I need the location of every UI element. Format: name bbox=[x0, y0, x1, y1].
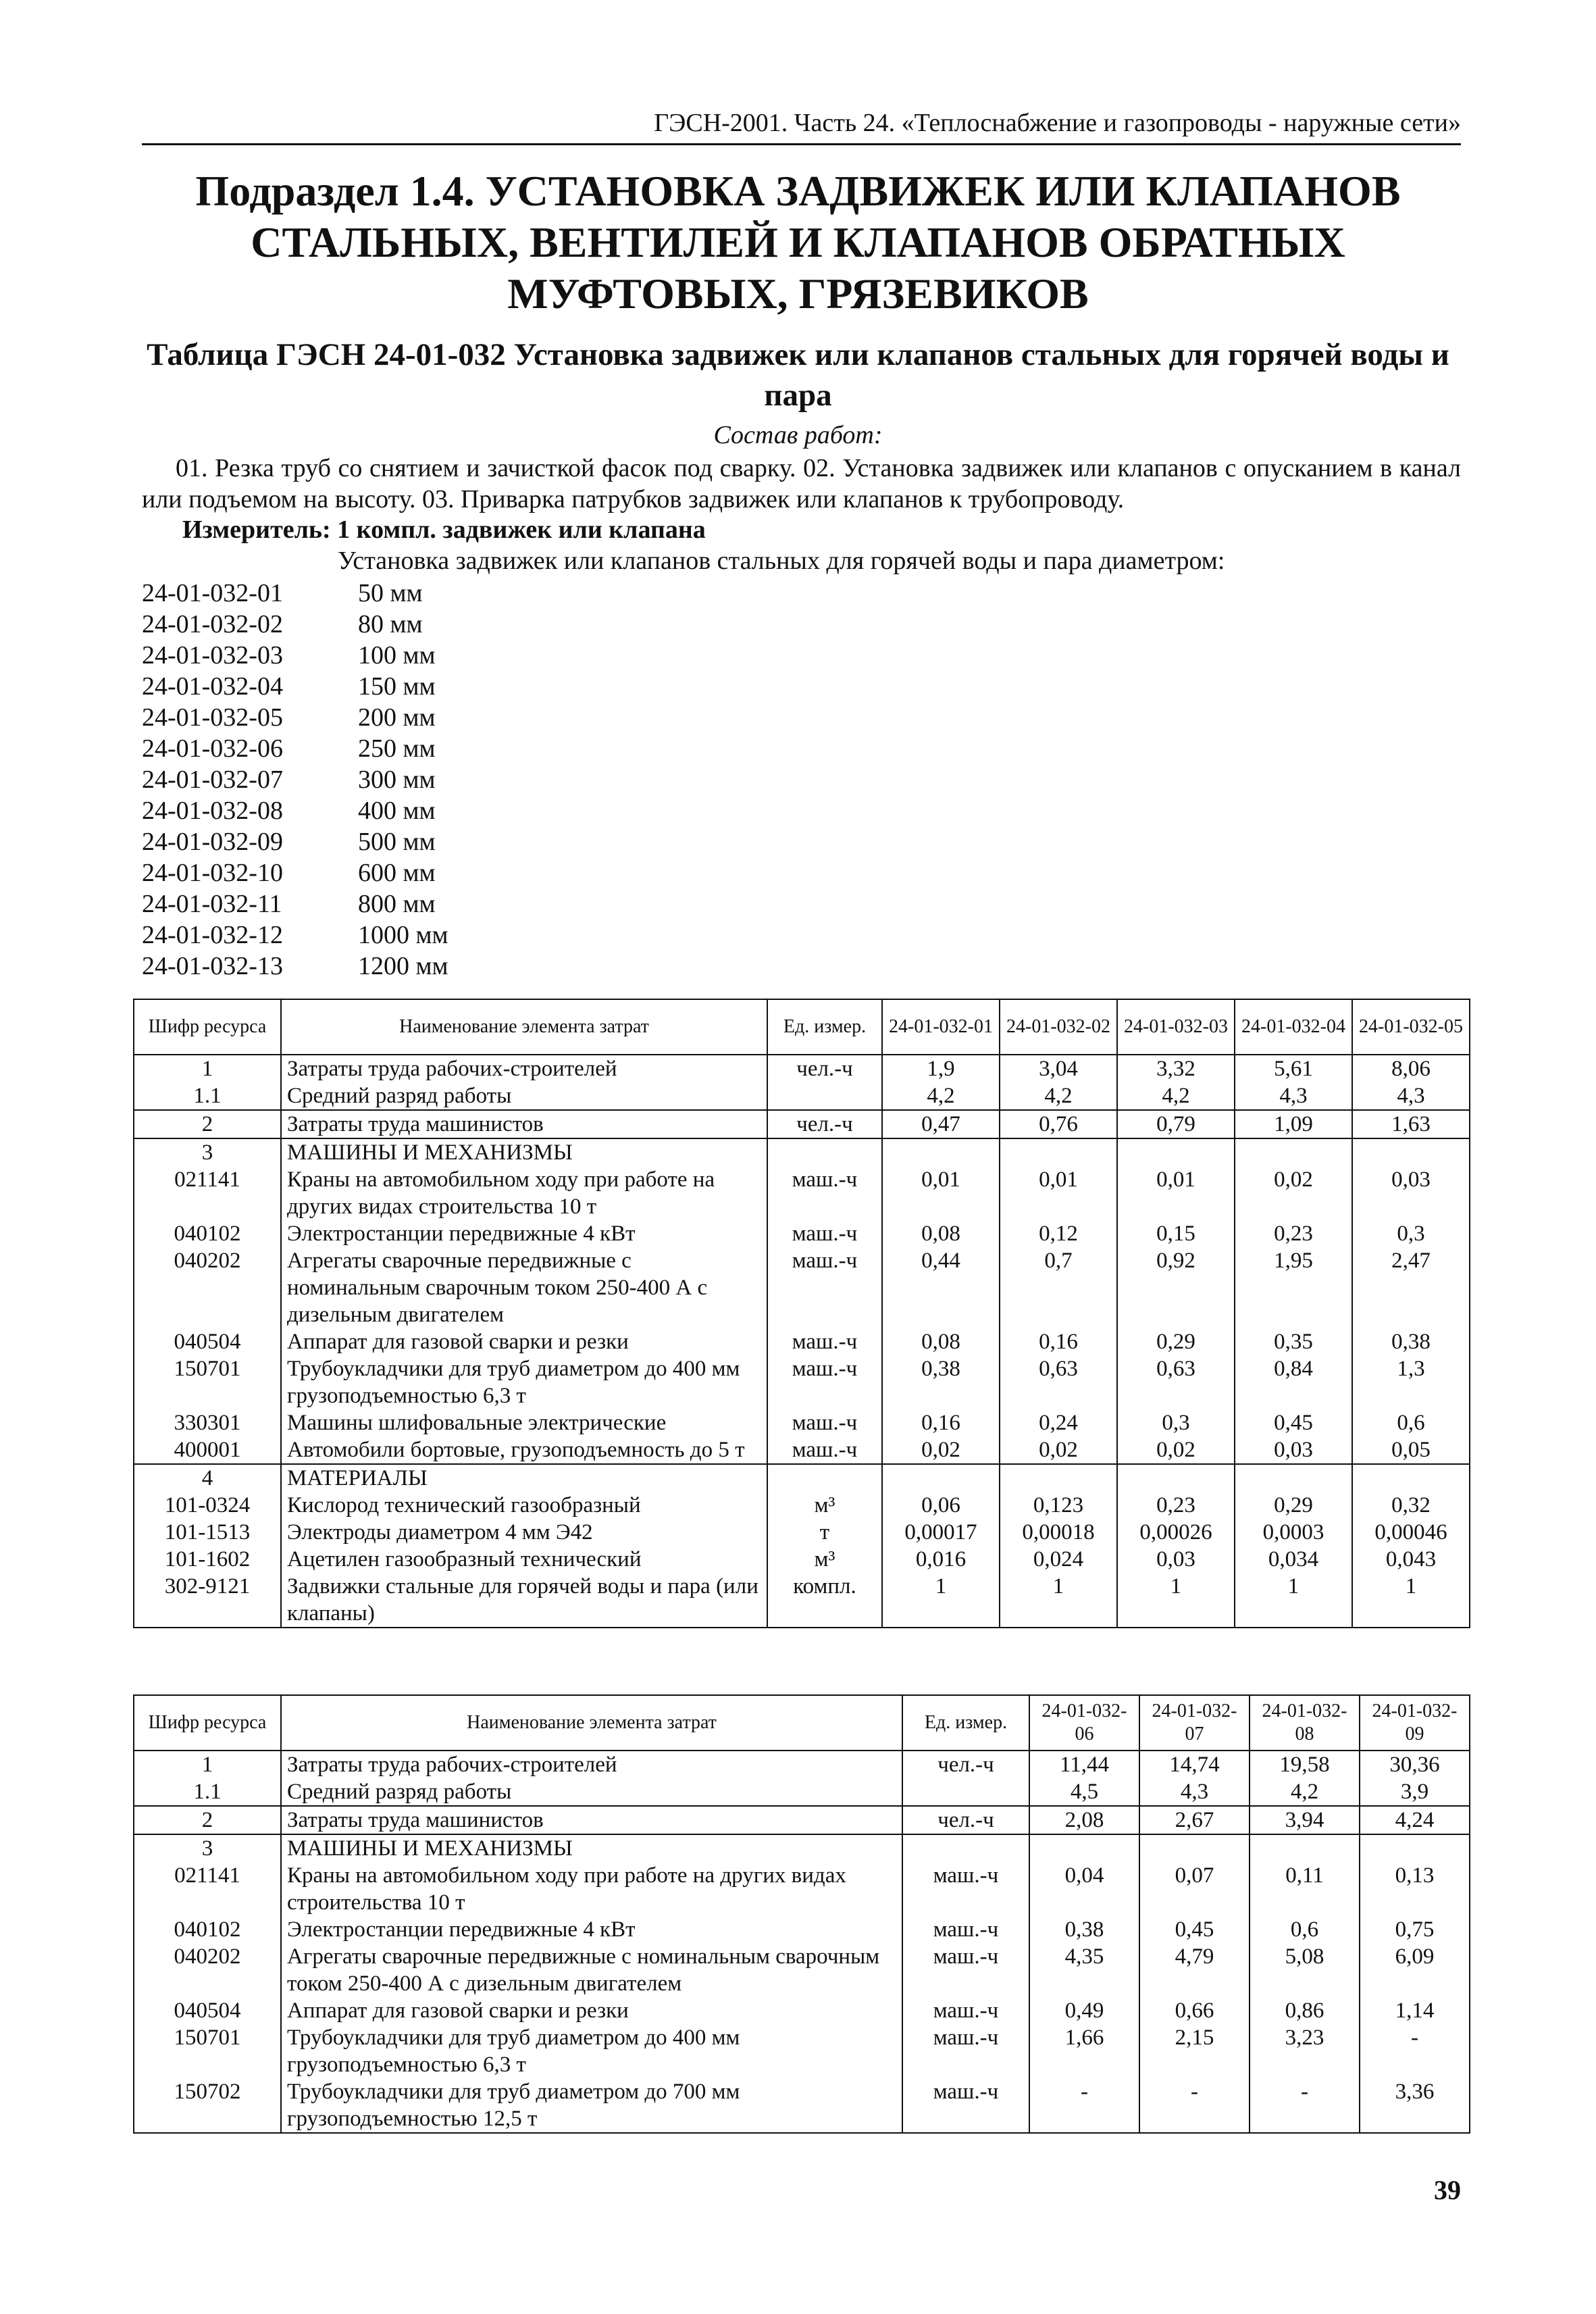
variant-size: 200 мм bbox=[358, 703, 436, 732]
value-cell: 0,16 bbox=[1000, 1328, 1117, 1355]
table-header-row bbox=[134, 1695, 1470, 1751]
cost-element-name: МАТЕРИАЛЫ bbox=[281, 1464, 767, 1492]
variant-size: 400 мм bbox=[358, 797, 436, 825]
cost-element-name: Кислород технический газообразный bbox=[281, 1492, 767, 1519]
value-cell: 0,29 bbox=[1117, 1328, 1235, 1355]
table-row bbox=[134, 1464, 1470, 1492]
value-cell: 3,9 bbox=[1360, 1778, 1470, 1806]
cost-element-name: Электроды диаметром 4 мм Э42 bbox=[281, 1519, 767, 1546]
unit-cell: чел.-ч bbox=[902, 1806, 1029, 1834]
table-row bbox=[134, 1997, 1470, 2024]
cost-element-name: Ацетилен газообразный технический bbox=[281, 1546, 767, 1573]
unit-cell bbox=[902, 1778, 1029, 1806]
variant-code: 24-01-032-07 bbox=[142, 765, 283, 794]
cost-table-2 bbox=[133, 1694, 1470, 2134]
variants-caption: Установка задвижек или клапанов стальных для горячей воды и пара диаметром: bbox=[338, 547, 1225, 575]
resource-code: 040102 bbox=[134, 1220, 281, 1247]
variant-code: 24-01-032-01 bbox=[142, 579, 283, 607]
value-cell: 3,94 bbox=[1250, 1806, 1360, 1834]
unit-cell: маш.-ч bbox=[767, 1220, 882, 1247]
value-cell: 30,36 bbox=[1360, 1751, 1470, 1778]
value-cell: 0,76 bbox=[1000, 1110, 1117, 1138]
variant-code: 24-01-032-06 bbox=[142, 734, 283, 763]
variant-row bbox=[142, 640, 448, 671]
variant-row bbox=[142, 702, 448, 733]
value-cell: 1 bbox=[1235, 1573, 1352, 1628]
value-cell: 0,32 bbox=[1352, 1492, 1470, 1519]
value-cell: 0,03 bbox=[1117, 1546, 1235, 1573]
cost-element-name: Затраты труда рабочих-строителей bbox=[281, 1055, 767, 1082]
resource-code: 101-0324 bbox=[134, 1492, 281, 1519]
value-cell: 0,45 bbox=[1139, 1916, 1250, 1943]
value-cell: 1,66 bbox=[1029, 2024, 1139, 2078]
value-cell: 0,38 bbox=[882, 1355, 1000, 1409]
variant-row bbox=[142, 733, 448, 764]
value-cell: 0,02 bbox=[882, 1436, 1000, 1464]
resource-code: 101-1602 bbox=[134, 1546, 281, 1573]
resource-code: 1.1 bbox=[134, 1082, 281, 1110]
resource-code: 150702 bbox=[134, 2078, 281, 2133]
table-row bbox=[134, 1082, 1470, 1110]
resource-code: 1 bbox=[134, 1055, 281, 1082]
value-cell: 2,08 bbox=[1029, 1806, 1139, 1834]
value-cell: 0,29 bbox=[1235, 1492, 1352, 1519]
value-cell bbox=[1029, 1834, 1139, 1862]
value-cell bbox=[1235, 1464, 1352, 1492]
value-cell: 4,2 bbox=[1250, 1778, 1360, 1806]
value-cell: 5,08 bbox=[1250, 1943, 1360, 1997]
resource-code: 040102 bbox=[134, 1916, 281, 1943]
cost-element-name: Средний разряд работы bbox=[281, 1082, 767, 1110]
value-cell: 0,01 bbox=[1000, 1166, 1117, 1220]
resource-code: 1 bbox=[134, 1751, 281, 1778]
cost-element-name: Машины шлифовальные электрические bbox=[281, 1409, 767, 1436]
cost-element-name: Электростанции передвижные 4 кВт bbox=[281, 1916, 902, 1943]
unit-cell: маш.-ч bbox=[902, 1943, 1029, 1997]
resource-code: 2 bbox=[134, 1806, 281, 1834]
resource-code: 040504 bbox=[134, 1997, 281, 2024]
variant-row bbox=[142, 951, 448, 982]
value-cell bbox=[1139, 1834, 1250, 1862]
cost-element-name: Автомобили бортовые, грузоподъемность до 5 т bbox=[281, 1436, 767, 1464]
value-cell: 0,86 bbox=[1250, 1997, 1360, 2024]
value-cell: 4,35 bbox=[1029, 1943, 1139, 1997]
value-cell: 0,00046 bbox=[1352, 1519, 1470, 1546]
value-cell bbox=[1117, 1464, 1235, 1492]
resource-code: 302-9121 bbox=[134, 1573, 281, 1628]
value-cell bbox=[1235, 1138, 1352, 1166]
value-cell: 0,38 bbox=[1352, 1328, 1470, 1355]
measure-unit: Измеритель: 1 компл. задвижек или клапана bbox=[182, 515, 706, 544]
value-cell bbox=[1352, 1138, 1470, 1166]
variant-size: 250 мм bbox=[358, 734, 436, 763]
value-cell: 4,3 bbox=[1235, 1082, 1352, 1110]
variant-code: 24-01-032-10 bbox=[142, 859, 283, 887]
value-cell: 1 bbox=[1000, 1573, 1117, 1628]
cost-element-name: Краны на автомобильном ходу при работе на других видах строительства 10 т bbox=[281, 1862, 902, 1916]
value-cell: 0,05 bbox=[1352, 1436, 1470, 1464]
value-cell: 1 bbox=[1117, 1573, 1235, 1628]
value-cell: 0,35 bbox=[1235, 1328, 1352, 1355]
unit-cell: т bbox=[767, 1519, 882, 1546]
table-row bbox=[134, 1110, 1470, 1138]
variant-list bbox=[142, 578, 448, 982]
value-cell: 6,09 bbox=[1360, 1943, 1470, 1997]
cost-element-name: Электростанции передвижные 4 кВт bbox=[281, 1220, 767, 1247]
value-cell: 0,024 bbox=[1000, 1546, 1117, 1573]
table-row bbox=[134, 1138, 1470, 1166]
value-cell: 4,2 bbox=[1000, 1082, 1117, 1110]
value-cell bbox=[1000, 1464, 1117, 1492]
value-cell: 0,38 bbox=[1029, 1916, 1139, 1943]
value-cell: 0,08 bbox=[882, 1328, 1000, 1355]
value-cell: 19,58 bbox=[1250, 1751, 1360, 1778]
variant-size: 50 мм bbox=[358, 579, 423, 607]
column-header: 24-01-032-09 bbox=[1360, 1695, 1470, 1751]
value-cell: 1,9 bbox=[882, 1055, 1000, 1082]
value-cell: 0,13 bbox=[1360, 1862, 1470, 1916]
value-cell: 4,3 bbox=[1352, 1082, 1470, 1110]
variant-row bbox=[142, 857, 448, 888]
value-cell: 3,04 bbox=[1000, 1055, 1117, 1082]
unit-cell: м³ bbox=[767, 1546, 882, 1573]
value-cell: 0,66 bbox=[1139, 1997, 1250, 2024]
resource-code: 150701 bbox=[134, 2024, 281, 2078]
value-cell: 5,61 bbox=[1235, 1055, 1352, 1082]
variant-row bbox=[142, 795, 448, 826]
column-header: Шифр ресурса bbox=[134, 1695, 281, 1751]
value-cell: 0,123 bbox=[1000, 1492, 1117, 1519]
unit-cell bbox=[767, 1138, 882, 1166]
variant-row bbox=[142, 920, 448, 951]
value-cell: 0,08 bbox=[882, 1220, 1000, 1247]
table-row bbox=[134, 1355, 1470, 1409]
variant-code: 24-01-032-03 bbox=[142, 641, 283, 670]
column-header: Наименование элемента затрат bbox=[281, 999, 767, 1055]
variant-code: 24-01-032-02 bbox=[142, 610, 283, 638]
cost-element-name: Агрегаты сварочные передвижные с номинальным сварочным током 250-400 А с дизельным двигателем bbox=[281, 1247, 767, 1328]
resource-code: 3 bbox=[134, 1834, 281, 1862]
value-cell: 0,16 bbox=[882, 1409, 1000, 1436]
section-title: Подраздел 1.4. УСТАНОВКА ЗАДВИЖЕК ИЛИ КЛАПАНОВ СТАЛЬНЫХ, ВЕНТИЛЕЙ И КЛАПАНОВ ОБРАТНЫХ МУФТОВЫХ, ГРЯЗЕВИКОВ bbox=[195, 167, 1401, 318]
value-cell bbox=[882, 1464, 1000, 1492]
value-cell: 0,23 bbox=[1117, 1492, 1235, 1519]
table-row bbox=[134, 2078, 1470, 2133]
variant-row bbox=[142, 578, 448, 609]
value-cell: 3,36 bbox=[1360, 2078, 1470, 2133]
value-cell: 3,32 bbox=[1117, 1055, 1235, 1082]
value-cell: 4,2 bbox=[1117, 1082, 1235, 1110]
variant-size: 300 мм bbox=[358, 765, 436, 794]
variant-code: 24-01-032-13 bbox=[142, 952, 283, 980]
column-header: 24-01-032-06 bbox=[1029, 1695, 1139, 1751]
work-composition-text: 01. Резка труб со снятием и зачисткой фасок под сварку. 02. Установка задвижек или клапанов с опусканием в канал или подъемом на высоту. 03. Приварка патрубков задвижек или клапанов к трубопроводу. bbox=[142, 454, 1461, 513]
value-cell: 0,79 bbox=[1117, 1110, 1235, 1138]
unit-cell bbox=[767, 1082, 882, 1110]
variant-size: 1000 мм bbox=[358, 921, 448, 949]
value-cell: 0,03 bbox=[1235, 1436, 1352, 1464]
resource-code: 021141 bbox=[134, 1166, 281, 1220]
value-cell: 0,06 bbox=[882, 1492, 1000, 1519]
table-row bbox=[134, 1751, 1470, 1778]
value-cell bbox=[1117, 1138, 1235, 1166]
resource-code: 040202 bbox=[134, 1943, 281, 1997]
value-cell: 0,016 bbox=[882, 1546, 1000, 1573]
value-cell: 0,92 bbox=[1117, 1247, 1235, 1328]
value-cell: 0,3 bbox=[1117, 1409, 1235, 1436]
cost-element-name: МАШИНЫ И МЕХАНИЗМЫ bbox=[281, 1834, 902, 1862]
value-cell: 0,63 bbox=[1117, 1355, 1235, 1409]
value-cell: 0,84 bbox=[1235, 1355, 1352, 1409]
column-header: 24-01-032-07 bbox=[1139, 1695, 1250, 1751]
value-cell bbox=[1250, 1834, 1360, 1862]
value-cell: - bbox=[1250, 2078, 1360, 2133]
cost-element-name: Задвижки стальные для горячей воды и пара (или клапаны) bbox=[281, 1573, 767, 1628]
unit-cell: маш.-ч bbox=[767, 1166, 882, 1220]
unit-cell: маш.-ч bbox=[902, 1862, 1029, 1916]
variant-size: 800 мм bbox=[358, 890, 436, 918]
unit-cell: маш.-ч bbox=[902, 1997, 1029, 2024]
resource-code: 3 bbox=[134, 1138, 281, 1166]
cost-element-name: Краны на автомобильном ходу при работе на других видах строительства 10 т bbox=[281, 1166, 767, 1220]
column-header: 24-01-032-01 bbox=[882, 999, 1000, 1055]
value-cell: 0,45 bbox=[1235, 1409, 1352, 1436]
table-row bbox=[134, 1055, 1470, 1082]
variant-code: 24-01-032-11 bbox=[142, 890, 282, 918]
value-cell bbox=[882, 1138, 1000, 1166]
variant-row bbox=[142, 671, 448, 702]
resource-code: 330301 bbox=[134, 1409, 281, 1436]
unit-cell: чел.-ч bbox=[767, 1110, 882, 1138]
variant-size: 1200 мм bbox=[358, 952, 448, 980]
variant-size: 100 мм bbox=[358, 641, 436, 670]
value-cell: 4,3 bbox=[1139, 1778, 1250, 1806]
variant-code: 24-01-032-05 bbox=[142, 703, 283, 732]
unit-cell: маш.-ч bbox=[902, 2024, 1029, 2078]
cost-element-name: Агрегаты сварочные передвижные с номинальным сварочным током 250-400 А с дизельным двигателем bbox=[281, 1943, 902, 1997]
resource-code: 400001 bbox=[134, 1436, 281, 1464]
value-cell: - bbox=[1360, 2024, 1470, 2078]
table-row bbox=[134, 1492, 1470, 1519]
resource-code: 2 bbox=[134, 1110, 281, 1138]
value-cell: 0,15 bbox=[1117, 1220, 1235, 1247]
unit-cell: компл. bbox=[767, 1573, 882, 1628]
value-cell: 0,01 bbox=[882, 1166, 1000, 1220]
value-cell: 0,7 bbox=[1000, 1247, 1117, 1328]
cost-element-name: Затраты труда машинистов bbox=[281, 1806, 902, 1834]
value-cell: 0,00026 bbox=[1117, 1519, 1235, 1546]
value-cell: 1 bbox=[882, 1573, 1000, 1628]
value-cell: 14,74 bbox=[1139, 1751, 1250, 1778]
value-cell bbox=[1352, 1464, 1470, 1492]
value-cell: - bbox=[1139, 2078, 1250, 2133]
value-cell: 4,24 bbox=[1360, 1806, 1470, 1834]
value-cell: 1,3 bbox=[1352, 1355, 1470, 1409]
value-cell: 0,63 bbox=[1000, 1355, 1117, 1409]
unit-cell: маш.-ч bbox=[902, 1916, 1029, 1943]
value-cell: 0,47 bbox=[882, 1110, 1000, 1138]
resource-code: 040504 bbox=[134, 1328, 281, 1355]
cost-element-name: Трубоукладчики для труб диаметром до 700 мм грузоподъемностью 12,5 т bbox=[281, 2078, 902, 2133]
table-row bbox=[134, 1546, 1470, 1573]
value-cell: 4,79 bbox=[1139, 1943, 1250, 1997]
variant-size: 80 мм bbox=[358, 610, 423, 638]
column-header: Ед. измер. bbox=[902, 1695, 1029, 1751]
value-cell: 0,49 bbox=[1029, 1997, 1139, 2024]
variant-code: 24-01-032-09 bbox=[142, 828, 283, 856]
variant-size: 600 мм bbox=[358, 859, 436, 887]
value-cell: 0,07 bbox=[1139, 1862, 1250, 1916]
resource-code: 4 bbox=[134, 1464, 281, 1492]
unit-cell: чел.-ч bbox=[902, 1751, 1029, 1778]
unit-cell bbox=[767, 1464, 882, 1492]
column-header: 24-01-032-04 bbox=[1235, 999, 1352, 1055]
table-row bbox=[134, 1806, 1470, 1834]
value-cell: 0,44 bbox=[882, 1247, 1000, 1328]
running-header: ГЭСН-2001. Часть 24. «Теплоснабжение и газопроводы - наружные сети» bbox=[142, 108, 1461, 145]
value-cell: 0,01 bbox=[1117, 1166, 1235, 1220]
cost-element-name: МАШИНЫ И МЕХАНИЗМЫ bbox=[281, 1138, 767, 1166]
value-cell bbox=[1000, 1138, 1117, 1166]
resource-code: 021141 bbox=[134, 1862, 281, 1916]
value-cell: 4,2 bbox=[882, 1082, 1000, 1110]
value-cell: 0,02 bbox=[1117, 1436, 1235, 1464]
table-row bbox=[134, 1862, 1470, 1916]
value-cell: 8,06 bbox=[1352, 1055, 1470, 1082]
value-cell: 0,75 bbox=[1360, 1916, 1470, 1943]
column-header: 24-01-032-08 bbox=[1250, 1695, 1360, 1751]
cost-element-name: Затраты труда машинистов bbox=[281, 1110, 767, 1138]
table-row bbox=[134, 1916, 1470, 1943]
value-cell: 11,44 bbox=[1029, 1751, 1139, 1778]
table-row bbox=[134, 1166, 1470, 1220]
value-cell: 0,6 bbox=[1250, 1916, 1360, 1943]
table-row bbox=[134, 1573, 1470, 1628]
variant-code: 24-01-032-04 bbox=[142, 672, 283, 701]
variant-size: 500 мм bbox=[358, 828, 436, 856]
resource-code: 150701 bbox=[134, 1355, 281, 1409]
value-cell: 0,23 bbox=[1235, 1220, 1352, 1247]
value-cell: 0,24 bbox=[1000, 1409, 1117, 1436]
table-row bbox=[134, 1943, 1470, 1997]
column-header: 24-01-032-02 bbox=[1000, 999, 1117, 1055]
unit-cell: м³ bbox=[767, 1492, 882, 1519]
table-title: Таблица ГЭСН 24-01-032 Установка задвижек или клапанов стальных для горячей воды и пара bbox=[147, 337, 1449, 413]
variant-code: 24-01-032-12 bbox=[142, 921, 283, 949]
value-cell: 2,67 bbox=[1139, 1806, 1250, 1834]
column-header: 24-01-032-03 bbox=[1117, 999, 1235, 1055]
table-row bbox=[134, 1247, 1470, 1328]
value-cell: 0,034 bbox=[1235, 1546, 1352, 1573]
table-row bbox=[134, 1409, 1470, 1436]
resource-code: 040202 bbox=[134, 1247, 281, 1328]
value-cell: 1,14 bbox=[1360, 1997, 1470, 2024]
value-cell: 0,11 bbox=[1250, 1862, 1360, 1916]
unit-cell: чел.-ч bbox=[767, 1055, 882, 1082]
variant-row bbox=[142, 888, 448, 920]
unit-cell: маш.-ч bbox=[902, 2078, 1029, 2133]
value-cell: 0,00018 bbox=[1000, 1519, 1117, 1546]
table-row bbox=[134, 1220, 1470, 1247]
value-cell: 0,04 bbox=[1029, 1862, 1139, 1916]
column-header: Шифр ресурса bbox=[134, 999, 281, 1055]
unit-cell: маш.-ч bbox=[767, 1328, 882, 1355]
value-cell: 4,5 bbox=[1029, 1778, 1139, 1806]
value-cell: 1,95 bbox=[1235, 1247, 1352, 1328]
page-number: 39 bbox=[1434, 2175, 1461, 2205]
column-header: Наименование элемента затрат bbox=[281, 1695, 902, 1751]
value-cell: 1,63 bbox=[1352, 1110, 1470, 1138]
value-cell bbox=[1360, 1834, 1470, 1862]
cost-element-name: Аппарат для газовой сварки и резки bbox=[281, 1328, 767, 1355]
unit-cell: маш.-ч bbox=[767, 1409, 882, 1436]
value-cell: 0,6 bbox=[1352, 1409, 1470, 1436]
variant-row bbox=[142, 826, 448, 857]
value-cell: 0,02 bbox=[1000, 1436, 1117, 1464]
value-cell: 0,3 bbox=[1352, 1220, 1470, 1247]
table-row bbox=[134, 1436, 1470, 1464]
unit-cell: маш.-ч bbox=[767, 1436, 882, 1464]
value-cell: 2,47 bbox=[1352, 1247, 1470, 1328]
value-cell: 0,043 bbox=[1352, 1546, 1470, 1573]
table-row bbox=[134, 1519, 1470, 1546]
column-header: 24-01-032-05 bbox=[1352, 999, 1470, 1055]
variant-row bbox=[142, 764, 448, 795]
value-cell: 3,23 bbox=[1250, 2024, 1360, 2078]
cost-element-name: Трубоукладчики для труб диаметром до 400 мм грузоподъемностью 6,3 т bbox=[281, 1355, 767, 1409]
cost-element-name: Трубоукладчики для труб диаметром до 400 мм грузоподъемностью 6,3 т bbox=[281, 2024, 902, 2078]
value-cell: - bbox=[1029, 2078, 1139, 2133]
table-header-row bbox=[134, 999, 1470, 1055]
resource-code: 1.1 bbox=[134, 1778, 281, 1806]
value-cell: 1 bbox=[1352, 1573, 1470, 1628]
variant-row bbox=[142, 609, 448, 640]
unit-cell: маш.-ч bbox=[767, 1355, 882, 1409]
value-cell: 0,00017 bbox=[882, 1519, 1000, 1546]
table-row bbox=[134, 1778, 1470, 1806]
resource-code: 101-1513 bbox=[134, 1519, 281, 1546]
work-composition-heading: Состав работ: bbox=[713, 421, 883, 449]
value-cell: 2,15 bbox=[1139, 2024, 1250, 2078]
table-row bbox=[134, 2024, 1470, 2078]
value-cell: 0,12 bbox=[1000, 1220, 1117, 1247]
unit-cell bbox=[902, 1834, 1029, 1862]
variant-size: 150 мм bbox=[358, 672, 436, 701]
cost-table-1 bbox=[133, 999, 1470, 1628]
cost-element-name: Средний разряд работы bbox=[281, 1778, 902, 1806]
column-header: Ед. измер. bbox=[767, 999, 882, 1055]
variant-code: 24-01-032-08 bbox=[142, 797, 283, 825]
value-cell: 0,03 bbox=[1352, 1166, 1470, 1220]
cost-element-name: Затраты труда рабочих-строителей bbox=[281, 1751, 902, 1778]
value-cell: 1,09 bbox=[1235, 1110, 1352, 1138]
unit-cell: маш.-ч bbox=[767, 1247, 882, 1328]
cost-element-name: Аппарат для газовой сварки и резки bbox=[281, 1997, 902, 2024]
value-cell: 0,0003 bbox=[1235, 1519, 1352, 1546]
value-cell: 0,02 bbox=[1235, 1166, 1352, 1220]
table-row bbox=[134, 1328, 1470, 1355]
table-row bbox=[134, 1834, 1470, 1862]
